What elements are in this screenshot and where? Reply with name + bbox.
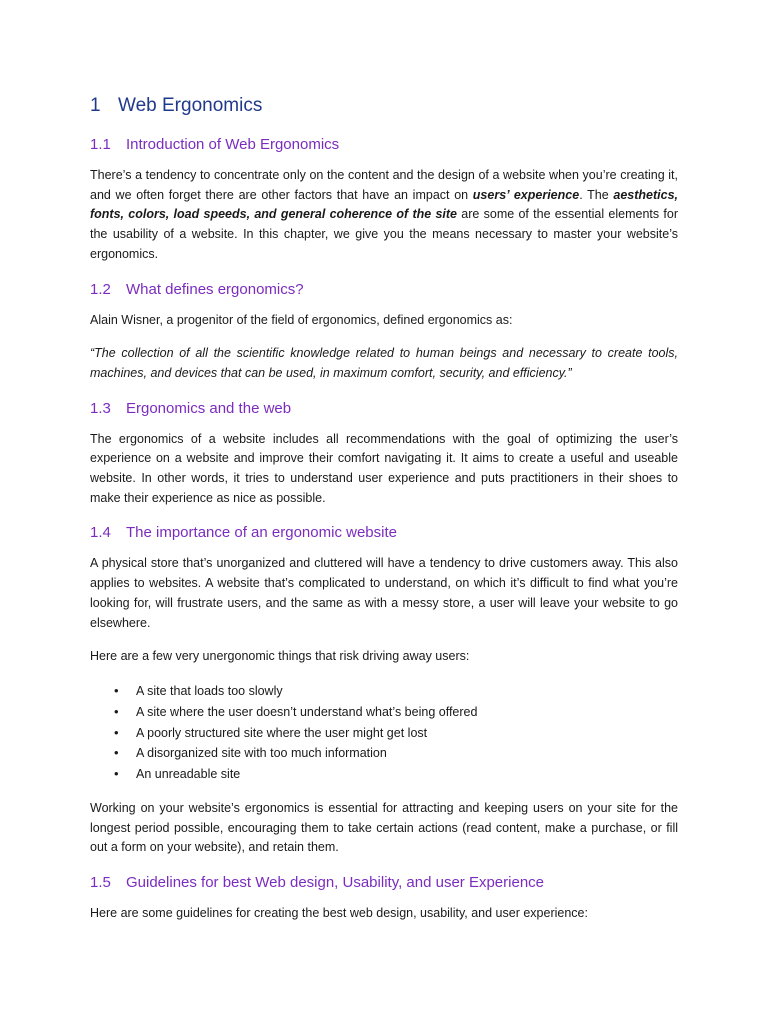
wisner-paragraph: Alain Wisner, a progenitor of the field of ergonomics, defined ergonomics as:: [90, 312, 513, 327]
emphasis-text: users’ experience: [472, 187, 580, 202]
section-heading-1-3: [90, 398, 678, 420]
guidelines-paragraph: Here are some guidelines for creating the best web design, usability, and user experience:: [90, 906, 588, 921]
list-item: • A disorganized site with too much information: [90, 743, 678, 764]
ergonomics-quote: “The collection of all the scientific knowledge related to human beings and necessary to create tools, machines, and devices that can be used, in maximum comfort, security, and efficiency.”: [90, 346, 678, 380]
section-heading-1-1: [90, 134, 678, 156]
document-content: [90, 92, 678, 938]
section-heading-1-4: [90, 522, 678, 544]
web-ergonomics-paragraph: The ergonomics of a website includes all recommendations with the goal of optimizing the user’s experience on a website and improve their comfort navigating it. It aims to create a useful and useable website. In other words, it tries to understand user experience and puts practitioners in their shoes to make their experience as nice as possible.: [90, 431, 678, 505]
section-number: 1.5: [90, 874, 111, 892]
section-title: Guidelines for best Web design, Usability, and user Experience: [126, 874, 545, 892]
chapter-title: Web Ergonomics: [118, 95, 263, 116]
section-number: 1.4: [90, 524, 111, 542]
section-number: 1.2: [90, 280, 111, 298]
emphasis-text: aesthetics, fonts, colors, load speeds, and general coherence of the site: [90, 187, 678, 222]
list-item: • An unreadable site: [90, 764, 678, 785]
working-paragraph: Working on your website’s ergonomics is essential for attracting and keeping users on your site for the longest period possible, encouraging them to take certain actions (read content, make a purchase, or fill out a form on your website), and retain them.: [90, 800, 678, 855]
text-run: There’s a tendency to concentrate only on the content and the design of a website when you’re creating it, and we often forget there are other factors that have an impact on: [90, 168, 678, 202]
section-number: 1.1: [90, 136, 111, 153]
section-heading-1-5: [90, 872, 678, 894]
chapter-heading: [90, 92, 678, 120]
unergonomic-intro-paragraph: Here are a few very unergonomic things that risk driving away users:: [90, 649, 470, 664]
section-title: Ergonomics and the web: [126, 399, 292, 417]
list-item: • A site where the user doesn’t understand what’s being offered: [90, 702, 678, 723]
chapter-number: 1: [90, 95, 101, 116]
text-run: are some of the essential elements for the usability of a website. In this chapter, we give you the means necessary to master your website’s ergonomics.: [90, 207, 678, 261]
text-run: . The: [579, 187, 614, 202]
list-item: • A site that loads too slowly: [90, 681, 678, 702]
store-paragraph: A physical store that’s unorganized and cluttered will have a tendency to drive customers away. This also applies to websites. A website that’s complicated to understand, on which it’s difficult to find what you’re looking for, will frustrate users, and the same as with a messy store, a user will leave your website to go elsewhere.: [90, 556, 678, 630]
section-title: What defines ergonomics?: [126, 280, 304, 298]
section-number: 1.3: [90, 399, 111, 417]
section-title: The importance of an ergonomic website: [126, 524, 397, 542]
intro-paragraph: [90, 166, 678, 265]
section-heading-1-2: [90, 279, 678, 301]
section-title: Introduction of Web Ergonomics: [126, 136, 340, 153]
unergonomic-list: [90, 681, 678, 785]
list-item: • A poorly structured site where the user might get lost: [90, 723, 678, 744]
